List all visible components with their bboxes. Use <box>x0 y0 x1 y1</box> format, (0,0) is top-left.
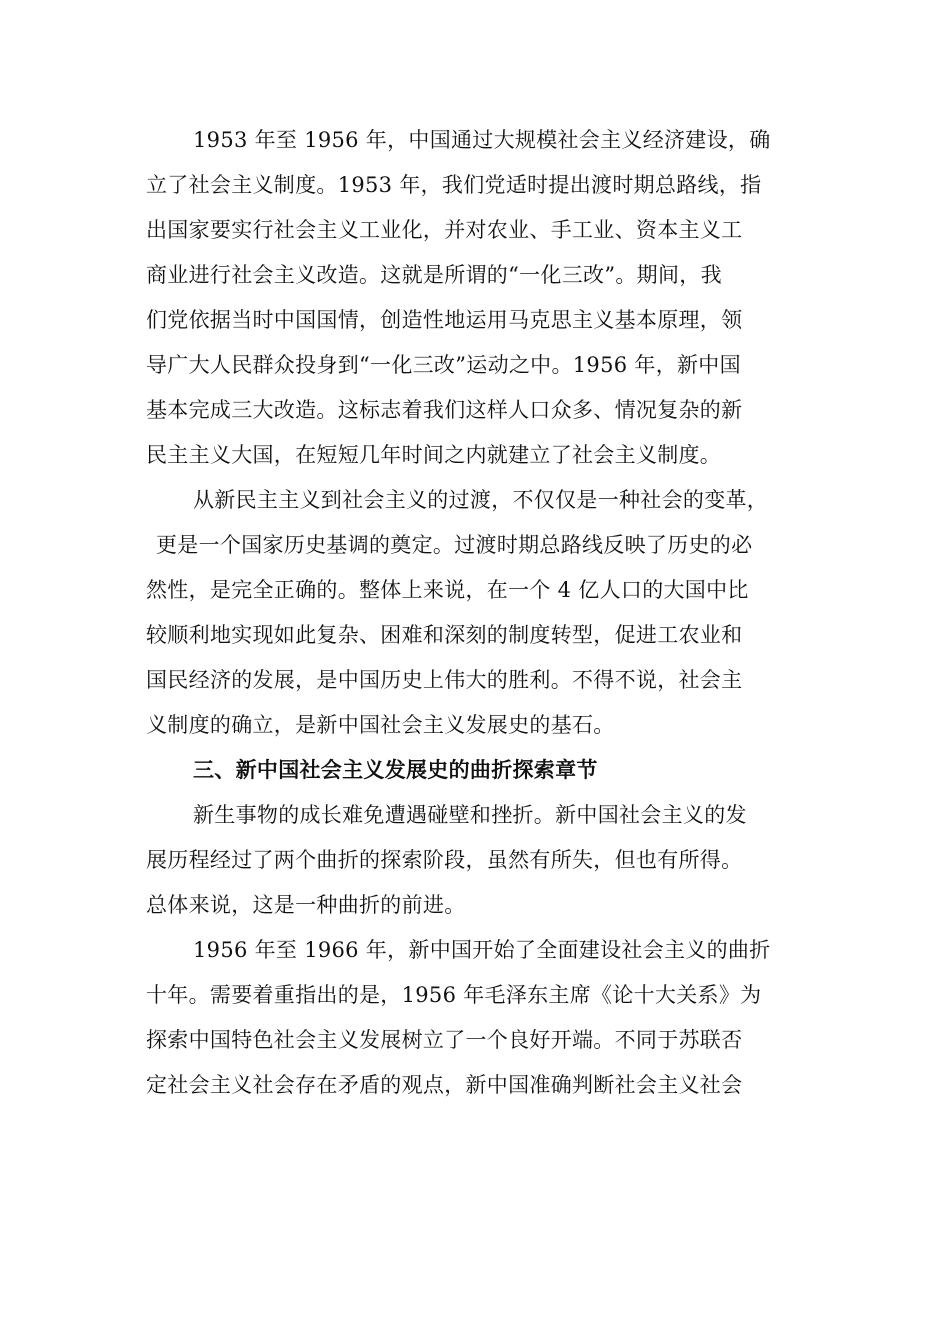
text-line: 更是一个国家历史基调的奠定。过渡时期总路线反映了历史的必 <box>156 533 753 557</box>
text-line: 国民经济的发展，是中国历史上伟大的胜利。不得不说，社会主 <box>146 668 743 692</box>
text-line: 十年。需要着重指出的是，1956 年毛泽东主席《论十大关系》为 <box>146 983 762 1007</box>
text-line: 从新民主主义到社会主义的过渡，不仅仅是一种社会的变革， <box>193 488 769 512</box>
text-line: 基本完成三大改造。这标志着我们这样人口众多、情况复杂的新 <box>146 398 743 422</box>
text-line: 商业进行社会主义改造。这就是所谓的“一化三改”。期间，我 <box>146 263 722 287</box>
text-line: 较顺利地实现如此复杂、困难和深刻的制度转型，促进工农业和 <box>146 623 743 647</box>
text-line: 出国家要实行社会主义工业化，并对农业、手工业、资本主义工 <box>146 218 743 242</box>
text-line: 导广大人民群众投身到“一化三改”运动之中。1956 年，新中国 <box>146 353 741 377</box>
section-heading: 三、新中国社会主义发展史的曲折探索章节 <box>193 757 598 782</box>
text-line: 新生事物的成长难免遭遇碰壁和挫折。新中国社会主义的发 <box>193 803 747 827</box>
text-line: 1956 年至 1966 年，新中国开始了全面建设社会主义的曲折 <box>193 938 771 962</box>
text-line: 们党依据当时中国国情，创造性地运用马克思主义基本原理，领 <box>146 308 743 332</box>
text-line: 展历程经过了两个曲折的探索阶段，虽然有所失，但也有所得。 <box>146 848 743 872</box>
text-line: 民主主义大国，在短短几年时间之内就建立了社会主义制度。 <box>146 443 722 467</box>
text-line: 探索中国特色社会主义发展树立了一个良好开端。不同于苏联否 <box>146 1028 743 1052</box>
text-line: 然性，是完全正确的。整体上来说，在一个 4 亿人口的大国中比 <box>146 578 749 602</box>
text-line: 定社会主义社会存在矛盾的观点，新中国准确判断社会主义社会 <box>146 1073 743 1097</box>
text-line: 1953 年至 1956 年，中国通过大规模社会主义经济建设，确 <box>193 128 771 152</box>
text-line: 义制度的确立，是新中国社会主义发展史的基石。 <box>146 713 615 737</box>
text-line: 总体来说，这是一种曲折的前进。 <box>146 893 466 917</box>
text-line: 立了社会主义制度。1953 年，我们党适时提出渡时期总路线，指 <box>146 173 762 197</box>
